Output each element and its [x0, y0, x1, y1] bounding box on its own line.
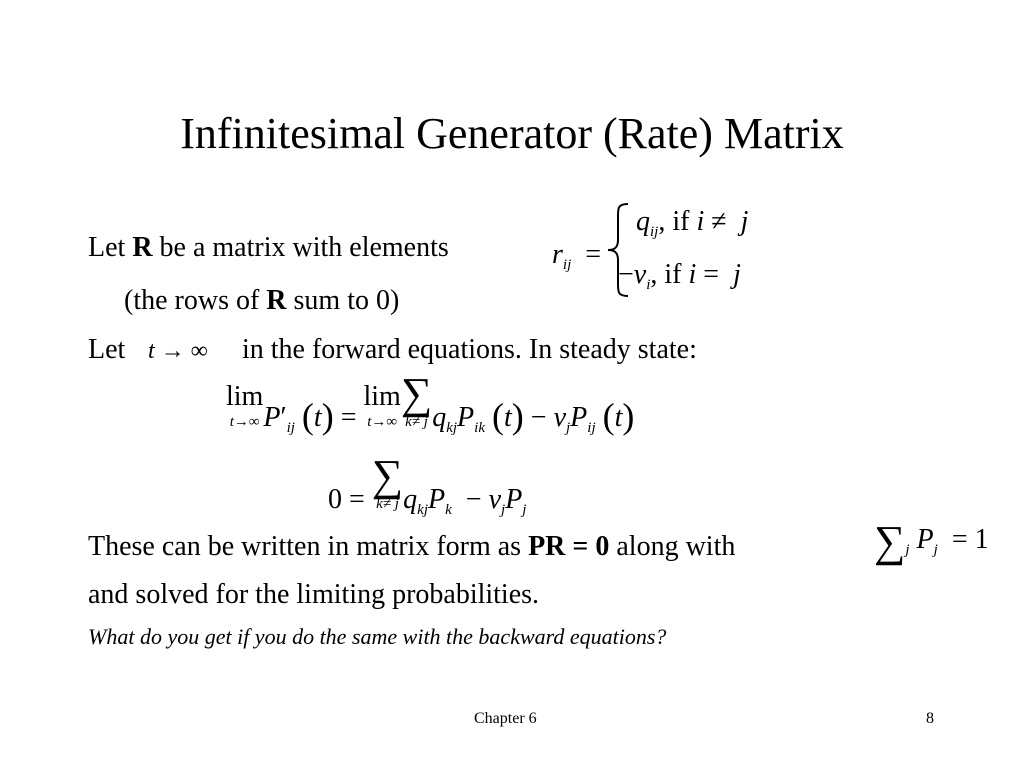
- definition-prefix: Let: [88, 232, 133, 263]
- rows-note-bold: R: [266, 285, 287, 316]
- steady-state-text: in the forward equations. In steady state:: [242, 334, 697, 365]
- balance-equation: 0 = ∑ k≠ j $q_{kj}P_k - v_jP_j$: [328, 451, 527, 518]
- footer-page-number: 8: [926, 710, 934, 727]
- matrix-r-bold: R: [132, 232, 153, 263]
- case-1: $q_{ij}$, if i ≠ j: [636, 206, 749, 240]
- case2-cond: , if: [650, 259, 689, 290]
- definition-suffix: be a matrix with elements: [152, 232, 449, 263]
- rows-note-prefix: (the rows of: [124, 285, 267, 316]
- steady-state-line: [88, 333, 125, 367]
- footer-chapter: Chapter 6: [474, 710, 537, 727]
- rows-note-suffix: sum to 0): [286, 285, 400, 316]
- slide-title: Infinitesimal Generator (Rate) Matrix: [180, 109, 844, 158]
- definition-line: [88, 231, 449, 265]
- limit-equation: lim t→∞ $P'_{ij}$ (t) = lim t→∞ ∑ k≠ j $q_{kj}P_{ik}$ $(t) - v_jP_{ij}$ (t): [226, 369, 635, 436]
- matrix-form-line: [88, 530, 735, 564]
- t-to-infinity: t → ∞: [148, 338, 208, 364]
- matrix-form-suffix: along with: [609, 531, 736, 562]
- let-word: Let: [88, 334, 126, 365]
- case1-cond: , if: [658, 206, 697, 237]
- backward-question: What do you get if you do the same with the backward equations?: [88, 624, 667, 649]
- rij-lhs: $r_{ij}$ =: [552, 239, 602, 273]
- solved-line: and solved for the limiting probabilities.: [88, 579, 540, 610]
- matrix-form-bold: PR = 0: [528, 531, 610, 562]
- rows-sum-note: [124, 284, 399, 318]
- matrix-form-prefix: These can be written in matrix form as: [88, 531, 529, 562]
- normalization-equation: $\sum_j$ $P_j = 1$: [874, 517, 989, 566]
- case-2: $-v_i$, if i = j: [618, 259, 741, 293]
